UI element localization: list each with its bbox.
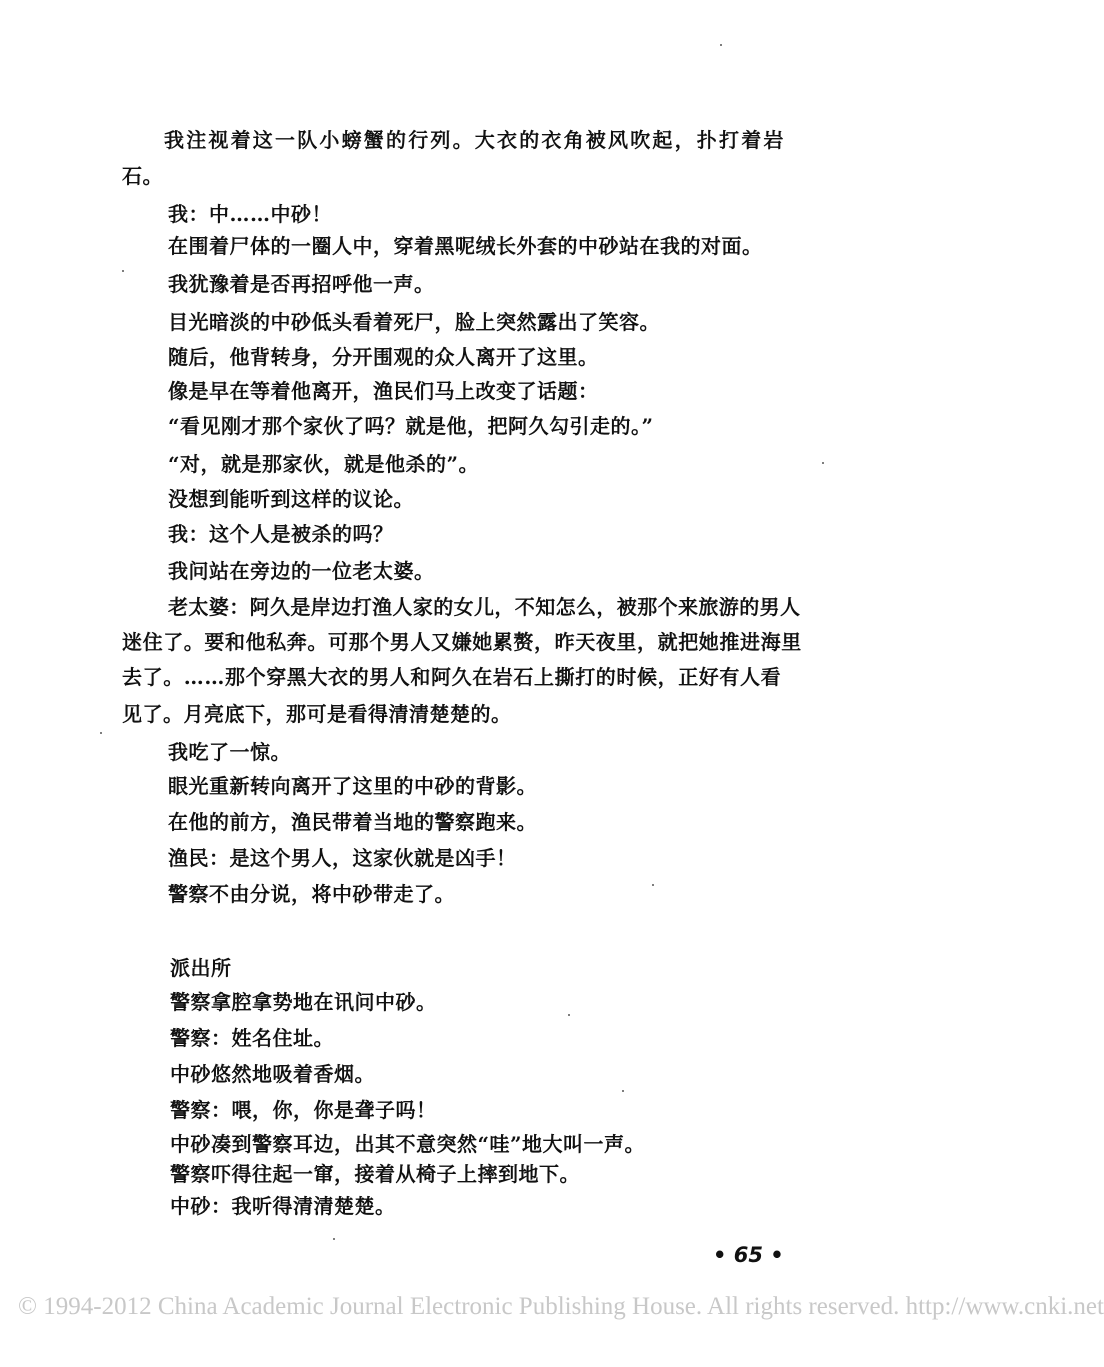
text-line: 渔民：是这个男人，这家伙就是凶手！: [168, 846, 517, 870]
scan-speck: [100, 732, 102, 734]
text-line: 老太婆：阿久是岸边打渔人家的女儿，不知怎么，被那个来旅游的男人: [168, 595, 801, 619]
scan-speck: [822, 462, 824, 464]
text-line: 中砂悠然地吸着香烟。: [170, 1062, 375, 1086]
text-line: 我注视着这一队小螃蟹的行列。大衣的衣角被风吹起，扑打着岩: [164, 128, 786, 152]
text-line: 目光暗淡的中砂低头看着死尸，脸上突然露出了笑容。: [168, 310, 660, 334]
text-line: 警察拿腔拿势地在讯问中砂。: [170, 990, 437, 1014]
section-heading: 派出所: [170, 956, 232, 980]
text-line: 警察：喂，你，你是聋子吗！: [170, 1098, 437, 1122]
text-line: 见了。月亮底下，那可是看得清清楚楚的。: [122, 702, 512, 726]
page-number: • 65 •: [713, 1243, 784, 1267]
text-line: 眼光重新转向离开了这里的中砂的背影。: [168, 774, 537, 798]
text-line: 像是早在等着他离开，渔民们马上改变了话题：: [168, 379, 599, 403]
text-line: 去了。……那个穿黑大衣的男人和阿久在岩石上撕打的时候，正好有人看: [122, 665, 782, 689]
text-line: 没想到能听到这样的议论。: [168, 487, 414, 511]
text-line: 石。: [122, 164, 163, 188]
scan-speck: [333, 1238, 335, 1240]
text-line: 警察：姓名住址。: [170, 1026, 334, 1050]
text-line: 我：这个人是被杀的吗？: [168, 522, 394, 546]
text-line: 警察不由分说，将中砂带走了。: [168, 882, 455, 906]
copyright-notice: © 1994-2012 China Academic Journal Electronic Publishing House. All rights reserved. http://www.cnki.net: [18, 1293, 1104, 1320]
scan-speck: [122, 270, 124, 272]
scan-speck: [720, 44, 722, 46]
scan-speck: [568, 1014, 570, 1016]
scan-speck: [652, 884, 654, 886]
text-line: 我问站在旁边的一位老太婆。: [168, 559, 435, 583]
text-line: 迷住了。要和他私奔。可那个男人又嫌她累赘，昨天夜里，就把她推进海里: [122, 630, 802, 654]
text-line: 我：中……中砂！: [168, 202, 332, 226]
text-line: 警察吓得往起一窜，接着从椅子上摔到地下。: [170, 1162, 580, 1186]
text-line: 我吃了一惊。: [168, 740, 291, 764]
text-line: 我犹豫着是否再招呼他一声。: [168, 272, 435, 296]
text-line: “看见刚才那个家伙了吗？就是他，把阿久勾引走的。”: [168, 414, 654, 438]
text-line: 中砂凑到警察耳边，出其不意突然“哇”地大叫一声。: [170, 1132, 646, 1156]
text-line: 随后，他背转身，分开围观的众人离开了这里。: [168, 345, 599, 369]
text-line: “对，就是那家伙，就是他杀的”。: [168, 452, 480, 476]
text-line: 中砂：我听得清清楚楚。: [170, 1194, 396, 1218]
scan-speck: [622, 1090, 624, 1092]
text-line: 在他的前方，渔民带着当地的警察跑来。: [168, 810, 537, 834]
text-line: 在围着尸体的一圈人中，穿着黑呢绒长外套的中砂站在我的对面。: [168, 234, 763, 258]
